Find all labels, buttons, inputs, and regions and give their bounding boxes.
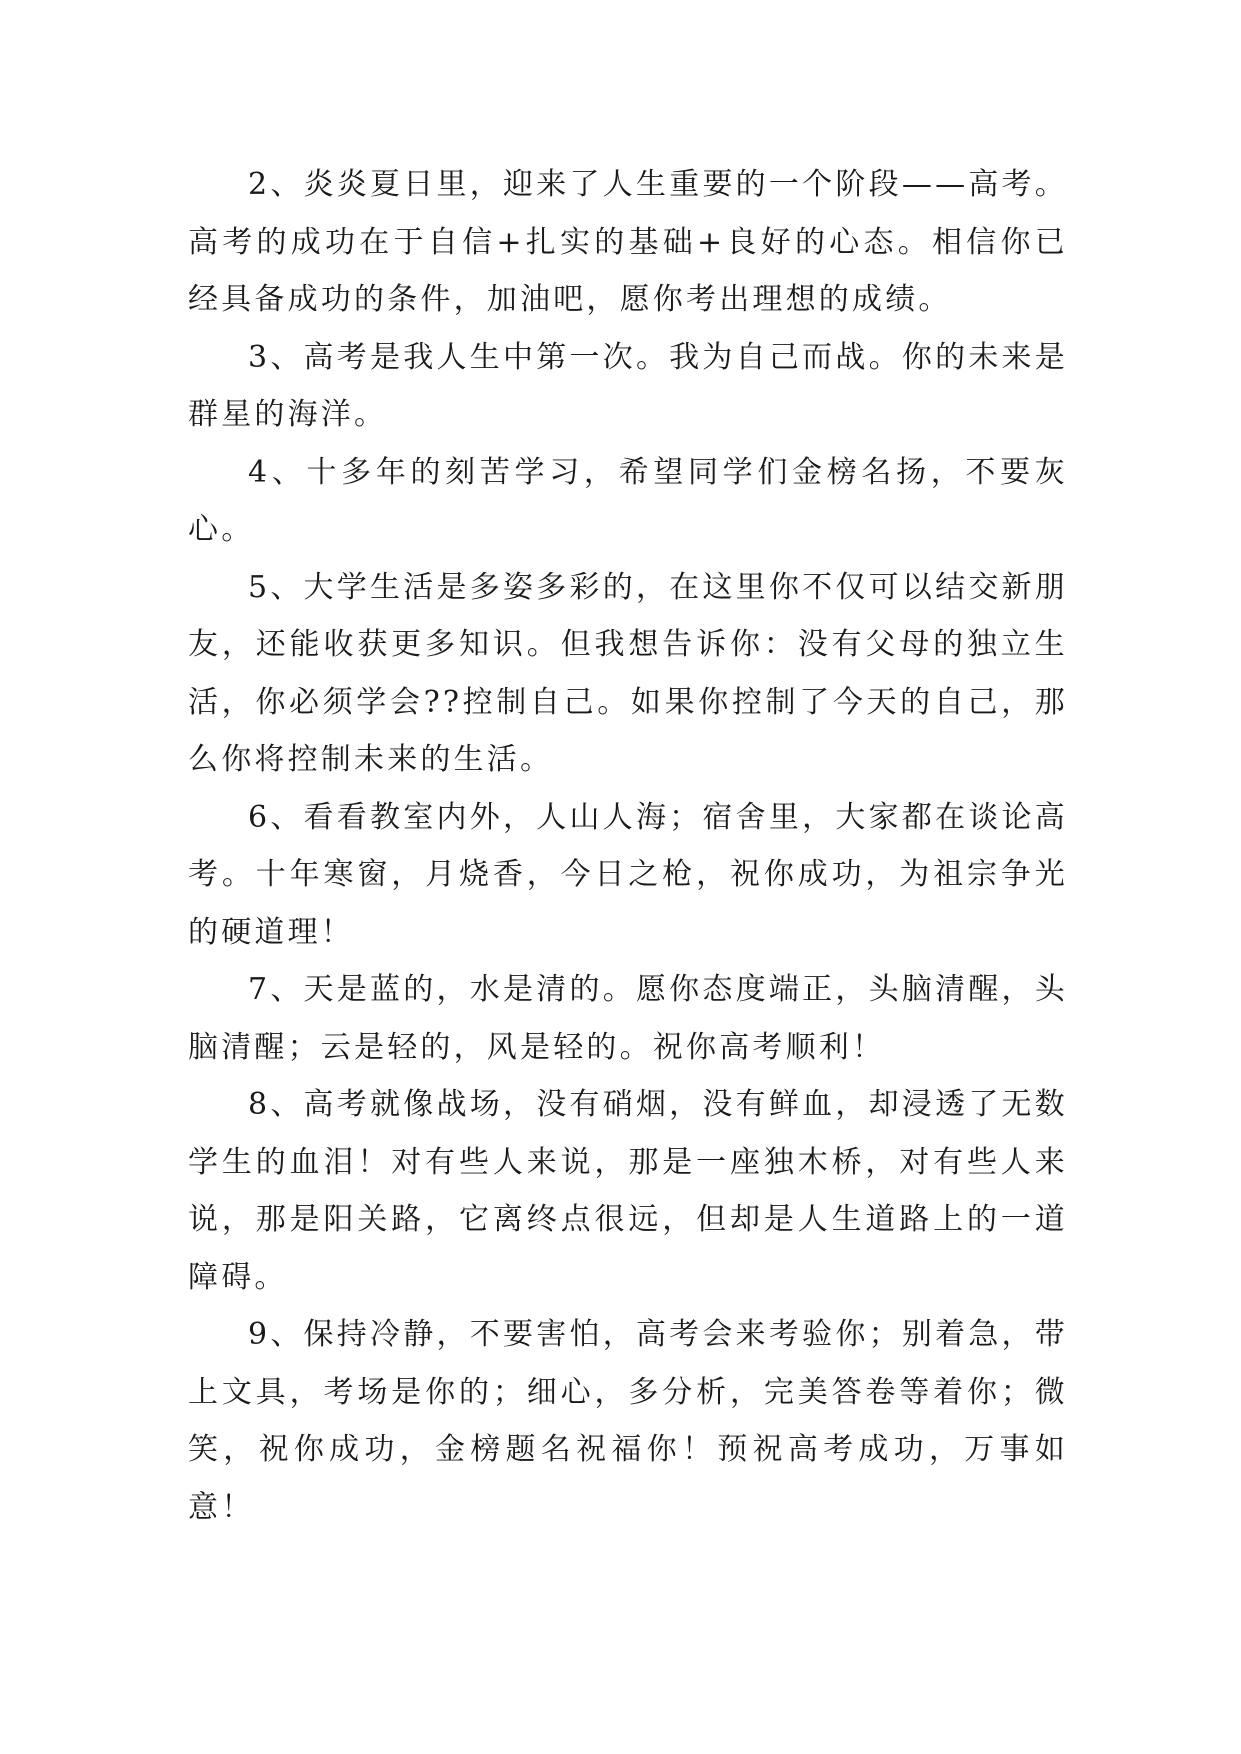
paragraph-9: 9、保持冷静，不要害怕，高考会来考验你；别着急，带上文具，考场是你的；细心，多分析，完美答卷等着你；微笑，祝你成功，金榜题名祝福你！预祝高考成功，万事如意！ <box>188 1317 1068 1525</box>
paragraph-7: 7、天是蓝的，水是清的。愿你态度端正，头脑清醒，头脑清醒；云是轻的，风是轻的。祝你高考顺利！ <box>188 972 1068 1065</box>
paragraph-2: 2、炎炎夏日里，迎来了人生重要的一个阶段——高考。高考的成功在于自信+扎实的基础+良好的心态。相信你已经具备成功的条件，加油吧，愿你考出理想的成绩。 <box>188 167 1068 317</box>
paragraph-8: 8、高考就像战场，没有硝烟，没有鲜血，却浸透了无数学生的血泪！对有些人来说，那是一座独木桥，对有些人来说，那是阳关路，它离终点很远，但却是人生道路上的一道障碍。 <box>188 1087 1068 1295</box>
document-body <box>188 156 1068 1536</box>
paragraph-4: 4、十多年的刻苦学习，希望同学们金榜名扬，不要灰心。 <box>188 454 1068 547</box>
paragraph-6: 6、看看教室内外，人山人海；宿舍里，大家都在谈论高考。十年寒窗，月烧香，今日之枪，祝你成功，为祖宗争光的硬道理！ <box>188 799 1068 950</box>
paragraph-3: 3、高考是我人生中第一次。我为自己而战。你的未来是群星的海洋。 <box>188 339 1068 432</box>
paragraph-5: 5、大学生活是多姿多彩的，在这里你不仅可以结交新朋友，还能收获更多知识。但我想告诉你：没有父母的独立生活，你必须学会??控制自己。如果你控制了今天的自己，那么你将控制未来的生活。 <box>188 569 1068 777</box>
